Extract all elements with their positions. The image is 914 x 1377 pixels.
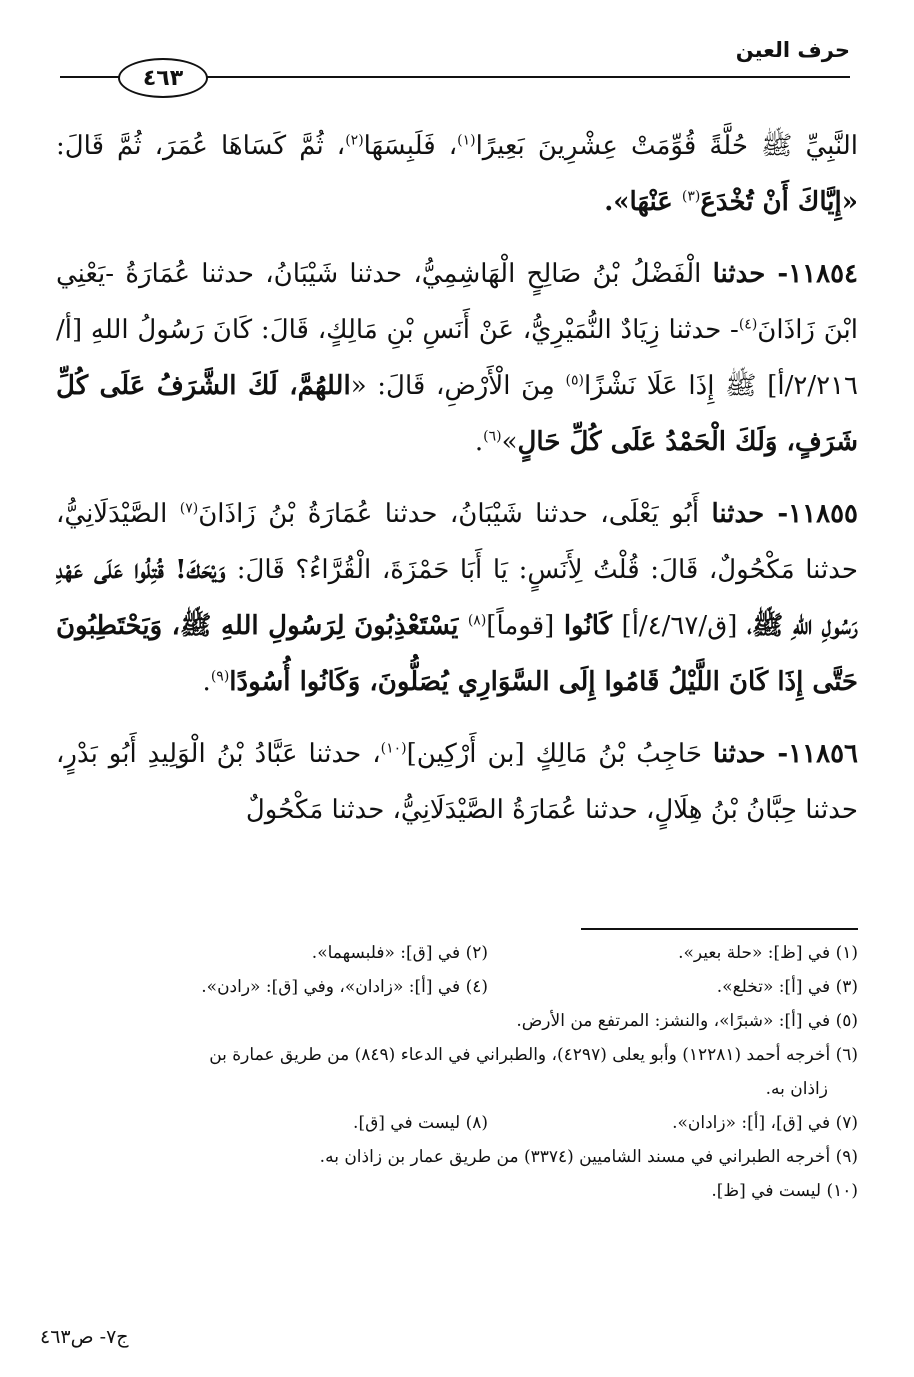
footnote-ref: (٥): [565, 372, 584, 389]
text-span: ، ثُمَّ كَسَاهَا عُمَرَ، ثُمَّ قَالَ:: [56, 131, 346, 161]
quote-bold: عَنْهَا».: [604, 187, 682, 217]
footnote-row: [56, 970, 858, 1004]
text-span: حَاجِبُ بْنُ مَالِكٍ [بن أَرْكِين]: [406, 739, 713, 769]
hadith-11854: [56, 246, 858, 470]
footnote-6-continuation: زاذان به.: [765, 1079, 828, 1099]
page-number: ٤٦٣: [142, 65, 184, 91]
hadith-11855: [56, 486, 858, 710]
footnote-7: (٧) في [ق]، [أ]: «زادان».: [672, 1113, 858, 1133]
text-span: مِنَ الْأَرْضِ، قَالَ: «: [350, 371, 566, 401]
footnote-rule: [581, 928, 858, 930]
hadith-number: ١١٨٥٤-: [765, 259, 859, 289]
footnote-3: (٣) في [أ]: «تخلع».: [716, 977, 858, 997]
footnote-1: (١) في [ظ]: «حلة بعير».: [678, 943, 858, 963]
footnote-6: (٦) أخرجه أحمد (١٢٢٨١) وأبو يعلى (٤٢٩٧)، والطبراني في الدعاء (٨٤٩) من طريق عمارة بن: [209, 1045, 858, 1065]
footnote-ref: (٣): [681, 188, 701, 205]
footnote-ref: (٩): [210, 668, 230, 685]
footnote-row: [56, 936, 858, 970]
text-span: ، حدثنا عَبَّادُ بْنُ الْوَلِيدِ أَبُو بَدْرٍ، حدثنا حِبَّانُ بْنُ هِلَالٍ، حدثنا عُمَارَةُ الصَّيْدَلَانِيُّ، حدثنا مَكْحُولٌ: [56, 739, 858, 825]
text-span: ، فَلَبِسَهَا: [363, 131, 458, 161]
text-span: - حدثنا زِيَادٌ النُّمَيْرِيُّ، عَنْ أَنَسِ بْنِ مَالِكٍ، قَالَ: كَانَ رَسُولُ اللهِ [أ/٢/٢١٦/أ] ﷺ إِذَا عَلَا نَشْزًا: [56, 315, 858, 401]
page-number-oval: [118, 58, 208, 98]
text-span: أَبُو يَعْلَى، حدثنا شَيْبَانُ، حدثنا عُمَارَةُ بْنُ زَاذَانَ: [198, 499, 712, 529]
footnote-9: (٩) أخرجه الطبراني في مسند الشاميين (٣٣٧٤) من طريق عمار بن زاذان به.: [319, 1147, 858, 1167]
quote-bold: «إِيَّاكَ أَنْ تُخْدَعَ: [700, 187, 858, 217]
text-span: .: [202, 667, 211, 697]
footnotes: [56, 936, 858, 1208]
footnote-10: (١٠) ليست في [ظ].: [711, 1181, 858, 1201]
manuscript-ref: [ق/٤/٦٧/أ]: [621, 611, 738, 641]
hadith-number: ١١٨٥٥-: [764, 499, 858, 529]
footnote-4: (٤) في [أ]: «زادان»، وفي [ق]: «رادن».: [201, 977, 488, 997]
main-text: [56, 118, 858, 854]
paragraph-continuation: [56, 118, 858, 230]
footnote-ref: (٨): [467, 612, 487, 629]
prophetic-quote: اللهُمَّ، لَكَ الشَّرَفُ عَلَى كُلِّ شَرَفٍ، وَلَكَ الْحَمْدُ عَلَى كُلِّ حَالٍ: [56, 371, 858, 457]
footnote-5: (٥) في [أ]: «شبرًا»، والنشز: المرتفع من الأرض.: [516, 1011, 858, 1031]
hadith-number: ١١٨٥٦-: [765, 739, 859, 769]
footnote-ref: (١): [457, 132, 476, 149]
volume-page-marker: ج٧- ص٤٦٣: [40, 1326, 129, 1348]
text-span: .: [474, 427, 484, 457]
haddathana-word: حدثنا: [712, 739, 766, 769]
chapter-title: حرف العين: [735, 38, 850, 62]
text-span: »: [501, 427, 518, 457]
text-span: الصَّيْدَلَانِيُّ، حدثنا مَكْحُولٌ، قَالَ: قُلْتُ لِأَنَسٍ: يَا أَبَا حَمْزَةَ، الْقُرَّاءُ؟ قَالَ:: [56, 499, 858, 585]
footnote-8: (٨) ليست في [ق].: [353, 1113, 488, 1133]
footnote-row: [56, 1106, 858, 1140]
footnote-2: (٢) في [ق]: «فلبسهما».: [311, 943, 488, 963]
hadith-11856: [56, 726, 858, 838]
text-span: الْفَضْلُ بْنُ صَالِحٍ الْهَاشِمِيُّ، حدثنا شَيْبَانُ، حدثنا عُمَارَةُ -يَعْنِي ابْنَ زَاذَانَ: [56, 259, 858, 345]
footnote-ref: (٧): [179, 500, 199, 517]
quote-bold: كَانُوا: [554, 611, 622, 641]
footnote-ref: (٦): [483, 428, 502, 445]
text-span: [قوماً]: [486, 611, 555, 641]
haddathana-word: حدثنا: [711, 499, 765, 529]
quote-bold: وَيْحَكَ! قُتِلُوا عَلَى عَهْدِ رَسُولِ اللهِ ﷺ،: [56, 555, 858, 641]
footnote-ref: (٤): [738, 316, 758, 333]
footnote-ref: (٢): [345, 132, 364, 149]
quote-bold: يَسْتَعْذِبُونَ لِرَسُولِ اللهِ ﷺ، وَيَحْتَطِبُونَ حَتَّى إِذَا كَانَ اللَّيْلُ قَامُوا إِلَى السَّوَارِي يُصَلُّونَ، وَكَانُوا أُسُودًا: [56, 611, 858, 697]
text-span: النَّبِيِّ ﷺ حُلَّةً قُوِّمَتْ عِشْرِينَ بَعِيرًا: [475, 131, 858, 161]
haddathana-word: حدثنا: [712, 259, 766, 289]
footnote-ref: (١٠): [380, 740, 407, 757]
